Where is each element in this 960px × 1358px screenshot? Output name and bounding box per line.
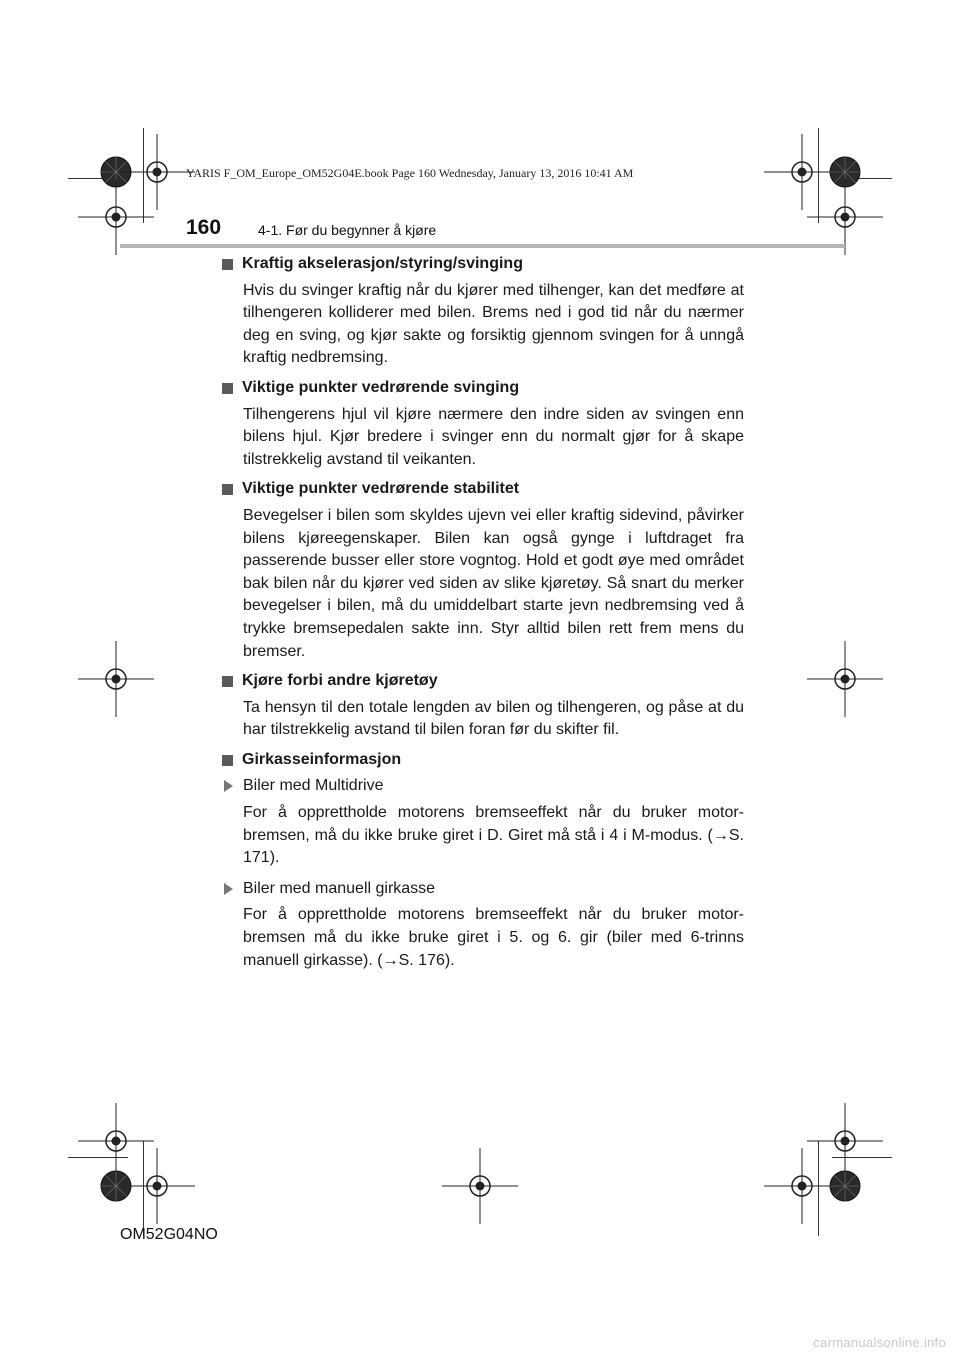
section-heading: Viktige punkter vedrørende svinging (220, 377, 744, 400)
triangle-bullet-icon (224, 780, 233, 792)
chapter-title: 4-1. Før du begynner å kjøre (258, 222, 437, 238)
registration-mark-icon (78, 1103, 154, 1179)
paragraph: Bevegelser i bilen som skyldes ujevn vei eller kraftig sidevind, påvirker bilens kjøreegenskaper. Bilen kan også gynge i luftdraget fra passerende busser eller store vogntog. Hold et godt øye med området bak bilen når du kjører ved siden av slike kjøretøy. Så snart du merker bevegelser i bilen, må du umiddelbart starte jevn nedbremsing ved å trykke bremsepedalen sakte inn. Styr alltid bilen rett frem mens du bremser. (243, 506, 744, 660)
registration-mark-icon (807, 641, 883, 717)
burst-mark-icon (830, 1171, 860, 1201)
watermark: carmanualsonline.info (813, 1335, 946, 1350)
section (220, 670, 744, 742)
section-heading: Girkasseinformasjon (220, 749, 744, 772)
square-bullet-icon (222, 676, 233, 687)
paragraph: Tilhengerens hjul vil kjøre nærmere den indre siden av svingen enn bilens hjul. Kjør bredere i svinger enn du normalt gjør for å skape tilstrekkelig avstand til veikanten. (243, 405, 744, 468)
main-content (220, 253, 744, 979)
square-bullet-icon (222, 484, 233, 495)
subitem-label: Biler med Multidrive (220, 775, 744, 798)
registration-mark-icon (807, 1103, 883, 1179)
section-heading: Kjøre forbi andre kjøretøy (220, 670, 744, 693)
section-heading: Kraftig akselerasjon/styring/svinging (220, 253, 744, 276)
section (220, 749, 744, 972)
triangle-bullet-icon (224, 883, 233, 895)
registration-mark-icon (119, 1148, 195, 1224)
header-rule (120, 244, 845, 248)
registration-mark-icon (764, 134, 840, 210)
document-code: OM52G04NO (120, 1226, 218, 1243)
section (220, 478, 744, 663)
page-number: 160 (186, 216, 222, 239)
section (220, 377, 744, 471)
square-bullet-icon (222, 755, 233, 766)
registration-mark-icon (78, 641, 154, 717)
registration-mark-icon (442, 1148, 518, 1224)
paragraph: Ta hensyn til den totale lengden av bilen og tilhengeren, og påse at du har tilstrekkelig avstand til bilen foran før du skifter fil. (243, 698, 744, 739)
paragraph: For å opprettholde motorens bremseeffekt når du bruker motor-bremsen må du ikke bruke giret i 5. og 6. gir (biler med 6-trinns manuell girkasse). (→S. 176). (243, 906, 744, 969)
square-bullet-icon (222, 383, 233, 394)
registration-mark-icon (764, 1148, 840, 1224)
paragraph: For å opprettholde motorens bremseeffekt når du bruker motor-bremsen, må du ikke bruke giret i D. Giret må stå i 4 i M-modus. (→S. 171). (243, 804, 744, 867)
section (220, 253, 744, 370)
paragraph: Hvis du svinger kraftig når du kjører med tilhenger, kan det medføre at tilhengeren kolliderer med bilen. Brems ned i god tid når du nærmer deg en sving, og kjør sakte og forsiktig gjennom svingen for å unngå kraftig nedbremsing. (243, 281, 744, 367)
file-header: YARIS F_OM_Europe_OM52G04E.book Page 160 Wednesday, January 13, 2016 10:41 AM (186, 166, 634, 180)
subitem-label: Biler med manuell girkasse (220, 878, 744, 901)
registration-mark-icon (119, 134, 195, 210)
section-heading: Viktige punkter vedrørende stabilitet (220, 478, 744, 501)
square-bullet-icon (222, 259, 233, 270)
